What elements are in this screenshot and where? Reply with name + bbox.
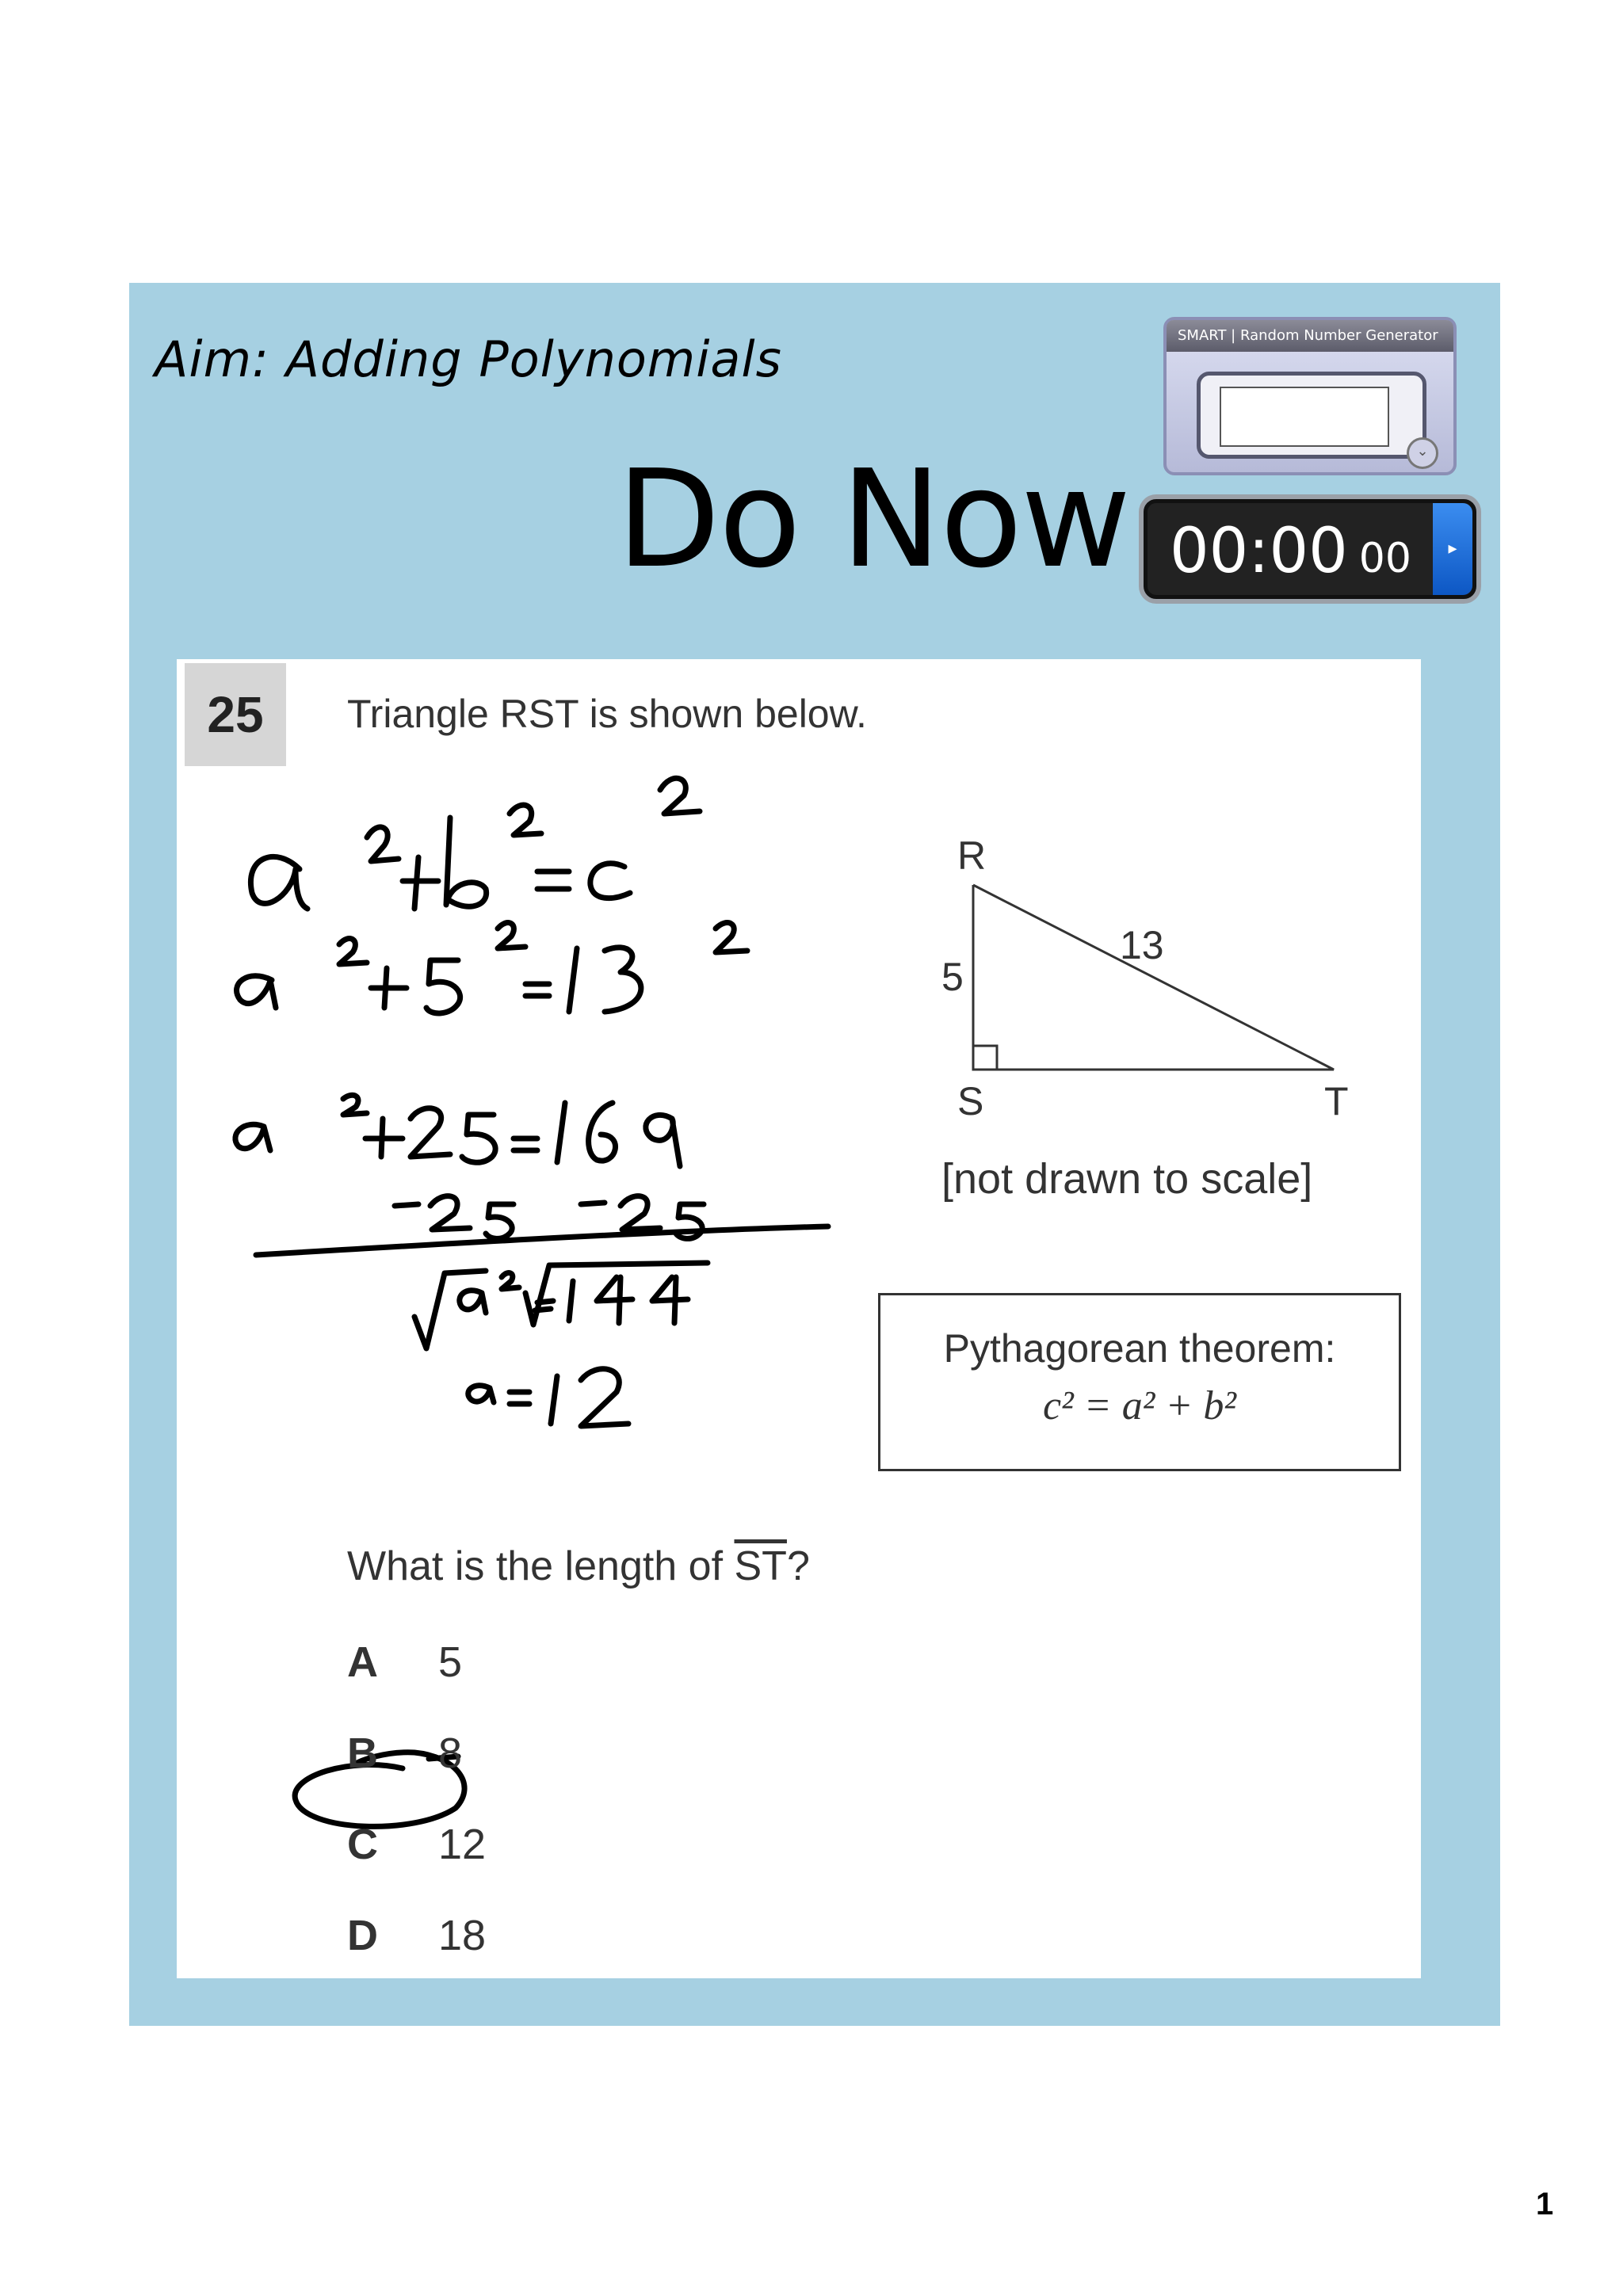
hw-a5 — [468, 1386, 494, 1402]
timer-hundredths: 00 — [1358, 535, 1411, 582]
rng-title: SMART | Random Number Generator — [1167, 320, 1453, 352]
option-letter: C — [347, 1821, 378, 1868]
rng-display — [1197, 372, 1429, 460]
hw-5b — [462, 1115, 495, 1162]
rng-value — [1220, 387, 1389, 447]
side-rs-label: 5 — [941, 955, 964, 999]
hw-a4 — [460, 1291, 486, 1313]
option-d[interactable] — [347, 1911, 486, 1960]
hw-minus1 — [395, 1204, 418, 1206]
hw-divider — [256, 1226, 828, 1255]
hw-plus3 — [365, 1119, 403, 1157]
ask-suffix: ? — [786, 1543, 810, 1589]
handwritten-work — [235, 778, 828, 1826]
hw-plus1 — [403, 857, 438, 909]
ask-segment: $\overline{ST}$ — [734, 1543, 787, 1589]
hw-1 — [569, 948, 577, 1012]
timer-widget[interactable] — [1144, 499, 1476, 599]
hw-1b — [557, 1103, 565, 1162]
hw-a3 — [235, 1124, 270, 1150]
question-ask — [347, 1543, 810, 1590]
chevron-down-icon[interactable]: ⌄ — [1407, 437, 1438, 469]
page-number: 1 — [1536, 2187, 1554, 2222]
vertex-s: S — [957, 1079, 984, 1123]
option-value: 12 — [438, 1821, 487, 1868]
option-letter: A — [347, 1638, 378, 1686]
option-value: 8 — [438, 1730, 463, 1777]
hw-3 — [605, 948, 641, 1012]
hw-eq5 — [510, 1392, 529, 1404]
hw-2c — [621, 1196, 660, 1230]
timer-time: 00:00 — [1170, 516, 1348, 587]
hw-c — [590, 864, 630, 898]
timer-play-button[interactable]: ▸ — [1433, 503, 1472, 595]
page-title: Do Now — [617, 441, 1130, 598]
hw-9 — [646, 1115, 680, 1166]
vertex-r: R — [957, 833, 987, 878]
theorem-formula: c² = a² + b² — [1042, 1383, 1237, 1428]
hw-5 — [426, 960, 460, 1013]
hw-a2 — [237, 976, 276, 1008]
hw-plus2 — [371, 968, 407, 1008]
question-prompt: Triangle RST is shown below. — [347, 692, 867, 736]
option-value: 18 — [438, 1912, 487, 1959]
option-letter: D — [347, 1912, 378, 1959]
timer-display — [1170, 516, 1411, 594]
hw-sq7 — [343, 1095, 367, 1115]
hw-b — [446, 818, 487, 906]
diagram-caption: [not drawn to scale] — [941, 1155, 1313, 1203]
option-c[interactable] — [347, 1820, 486, 1869]
hw-a — [250, 856, 307, 909]
hw-6 — [589, 1103, 616, 1161]
option-a[interactable] — [347, 1638, 462, 1687]
hw-4b — [652, 1277, 688, 1323]
hw-1d — [551, 1376, 557, 1424]
hw-2 — [411, 1108, 450, 1157]
pythagorean-theorem-box — [878, 1293, 1401, 1471]
hw-sq1 — [367, 827, 399, 861]
right-angle-marker — [973, 1046, 997, 1070]
hw-2b — [430, 1196, 470, 1230]
hw-sq4 — [339, 939, 367, 964]
triangle-outline — [973, 885, 1334, 1070]
question-panel — [177, 659, 1421, 1978]
vertex-t: T — [1324, 1079, 1349, 1123]
aim-text: Aim: Adding Polynomials — [155, 330, 782, 388]
option-b[interactable] — [347, 1729, 462, 1778]
hw-1c — [569, 1281, 573, 1321]
hw-eq3 — [514, 1138, 537, 1150]
hw-sq5 — [498, 923, 525, 948]
hw-sq2 — [510, 805, 541, 835]
question-number: 25 — [185, 663, 286, 766]
theorem-title: Pythagorean theorem: — [943, 1326, 1336, 1371]
hw-eq2 — [525, 984, 549, 996]
random-number-generator-widget[interactable] — [1163, 317, 1457, 475]
hw-eq1 — [537, 871, 569, 889]
slide — [129, 283, 1500, 2026]
hw-sq8 — [502, 1273, 519, 1289]
side-rt-label: 13 — [1120, 923, 1164, 967]
hw-sq6 — [716, 923, 747, 952]
option-value: 5 — [438, 1638, 463, 1686]
ask-prefix: What is the length of — [347, 1543, 735, 1589]
hw-2d — [581, 1369, 628, 1426]
option-letter: B — [347, 1730, 378, 1777]
hw-5c — [486, 1204, 514, 1238]
hw-minus2 — [581, 1203, 605, 1204]
triangle-rst — [973, 885, 1334, 1070]
hw-sq3 — [660, 778, 700, 814]
hw-4a — [597, 1277, 632, 1323]
